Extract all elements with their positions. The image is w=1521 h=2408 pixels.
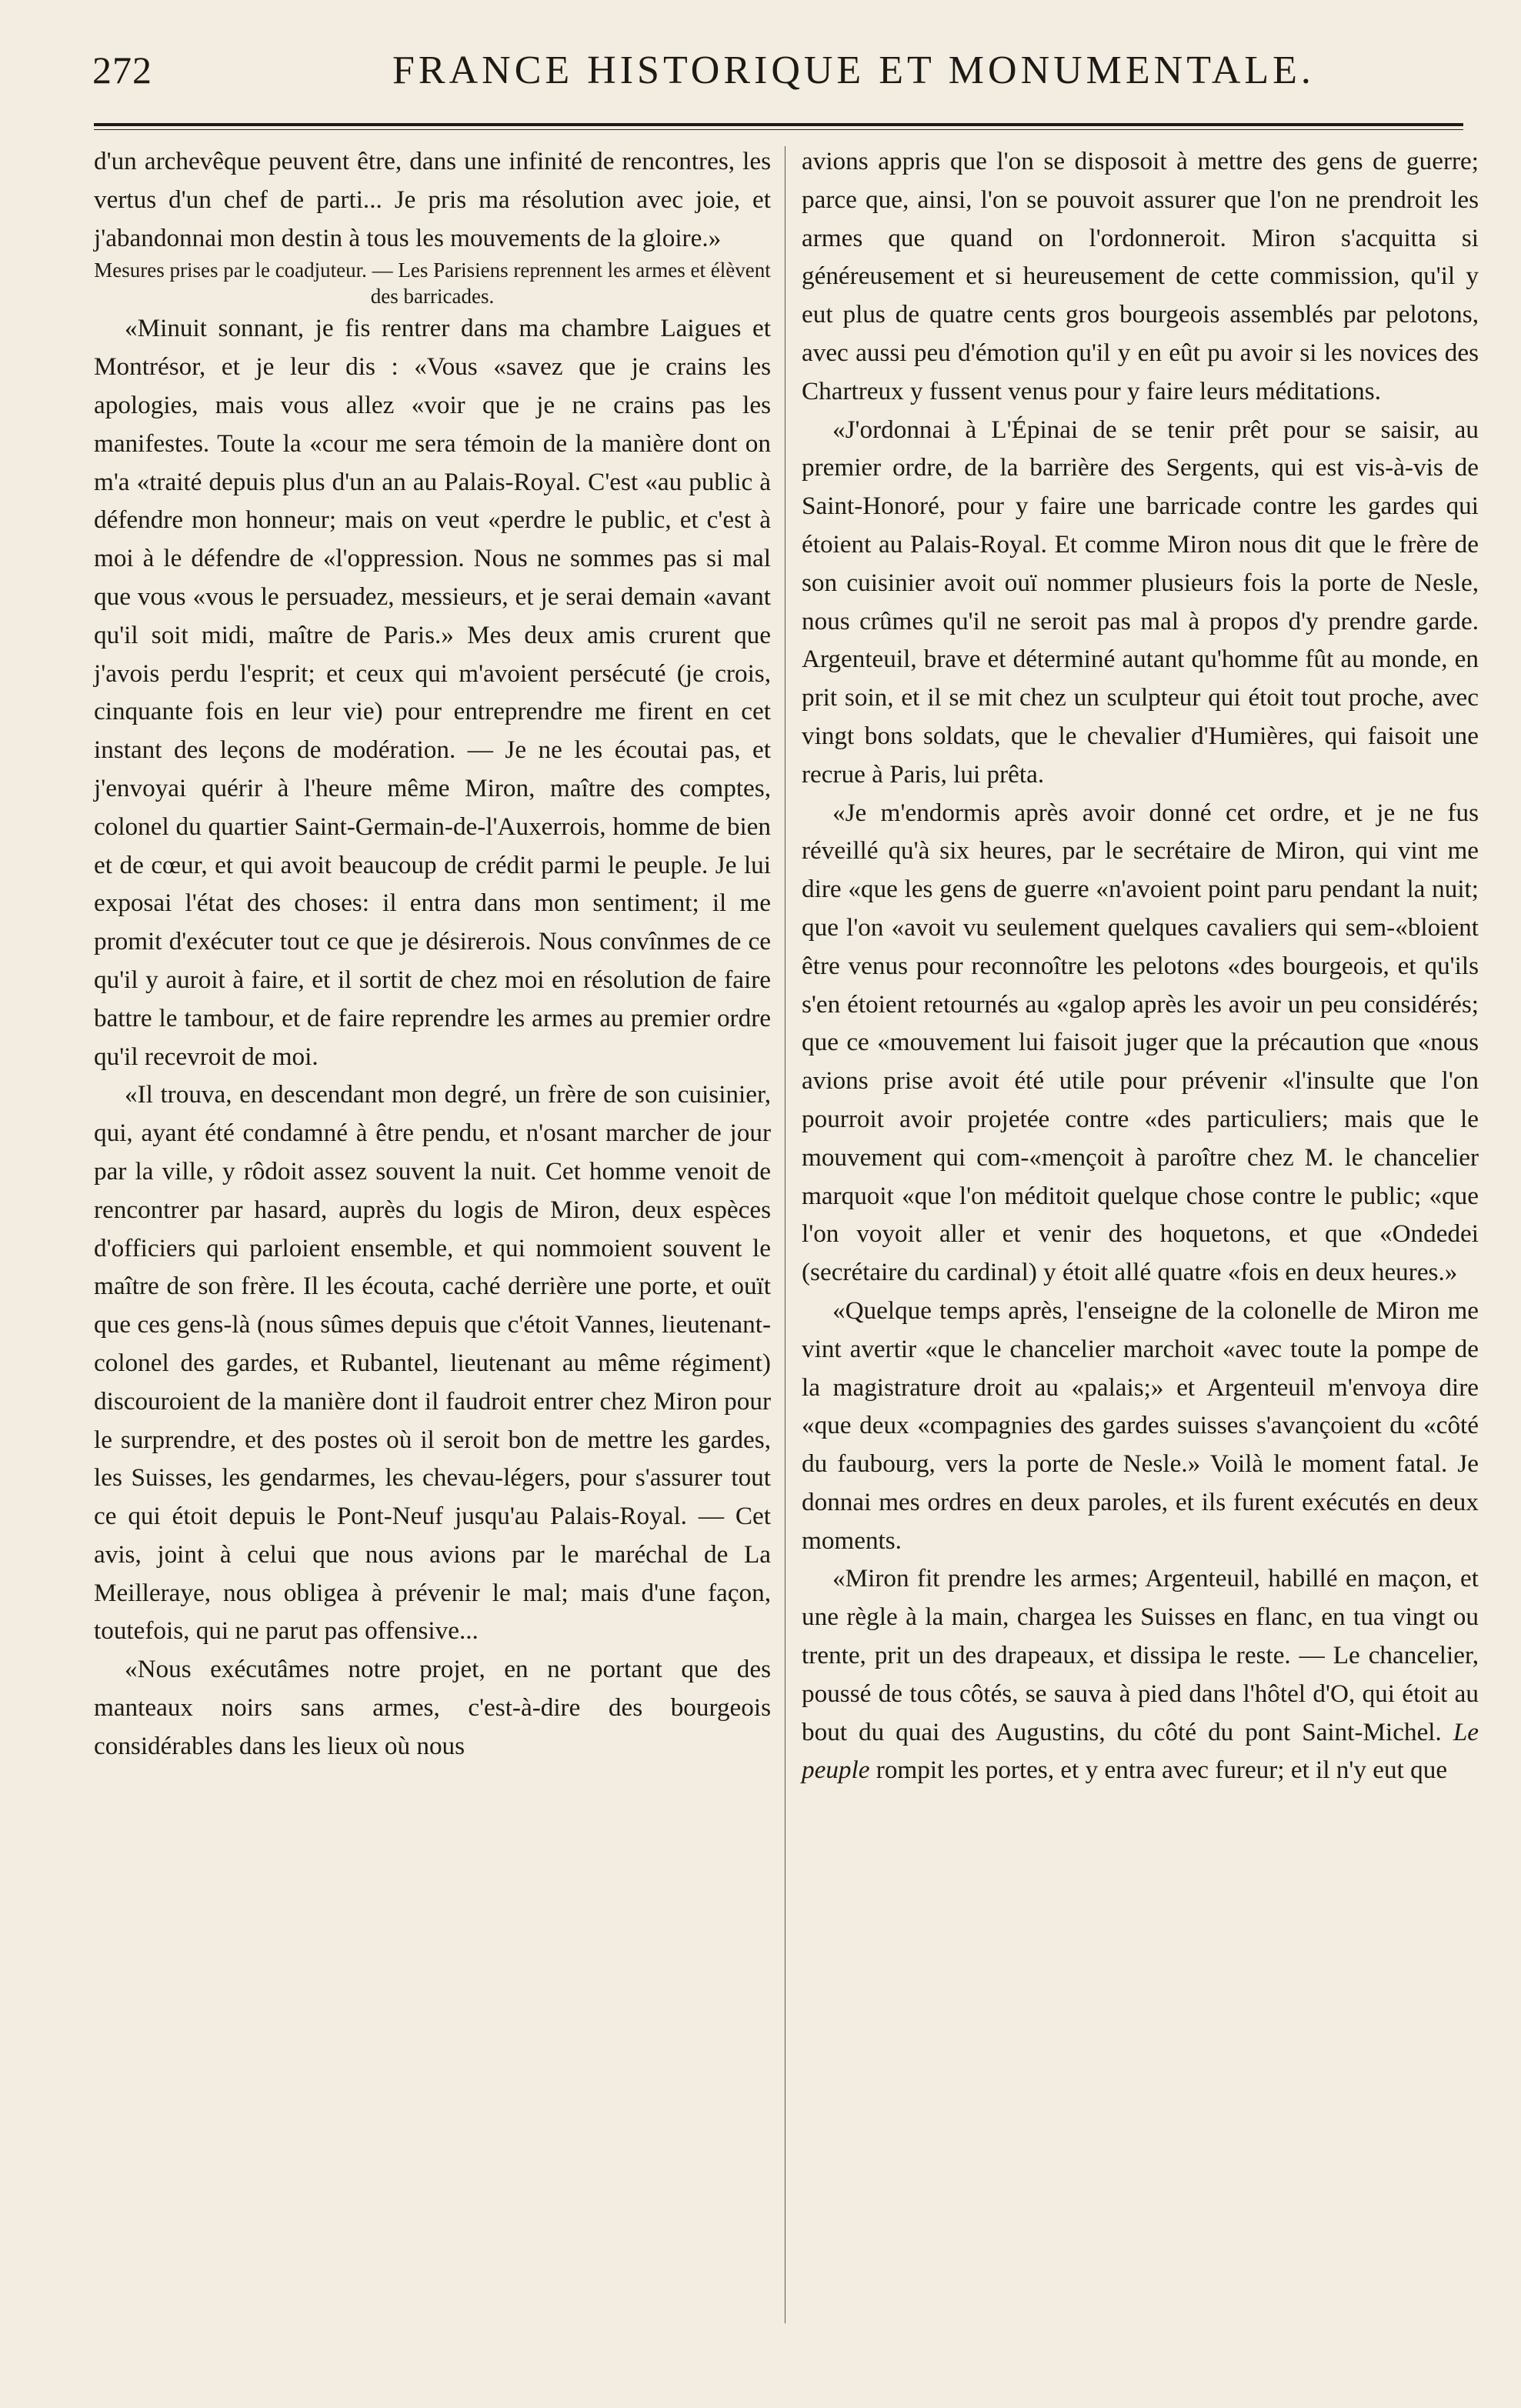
- paragraph-text: «Miron fit prendre les armes; Argenteuil, habillé en maçon, et une règle à la main, chargea les Suisses en flanc, en tua vingt ou trente, prit un des drapeaux, et dissipa le reste. — Le chancelier, poussé de tous côtés, se sauva à pied dans l'hôtel d'O, qui étoit au bout du quai des Augustins, du côté du pont Saint-Michel.: [802, 1564, 1479, 1746]
- italic-text: Le peuple: [802, 1717, 1479, 1785]
- paragraph: avions appris que l'on se disposoit à mettre des gens de guerre; parce que, ainsi, l'on se pouvoit assurer que l'on ne prendroit les armes que quand on l'ordonneroit. Miron s'acquitta si généreusement et si heureusement de cette commission, qu'il y eut plus de quatre cents gros bourgeois assemblés par pelotons, avec aussi peu d'émotion qu'il y en eût pu avoir si les novices des Chartreux y fussent venus pour y faire leurs méditations.: [802, 147, 1479, 405]
- header-rule-thin: [94, 129, 1463, 130]
- column-divider: [785, 146, 786, 2323]
- page-header: [92, 48, 1477, 102]
- paragraph: «Minuit sonnant, je fis rentrer dans ma chambre Laigues et Montrésor, et je leur dis : «Vous «savez que je crains les apologies, mais vous allez «voir que je ne crains pas les manifestes. Toute la «cour me sera témoin de la manière dont on m'a «traité depuis plus d'un an au Palais-Royal. C'est «au public à défendre mon honneur; mais on veut «perdre le public, et c'est à moi à le défendre de «l'oppression. Nous ne sommes pas si mal que vous «vous le persuadez, messieurs, et je serai demain «avant qu'il soit midi, maître de Paris.» Mes deux amis crurent que j'avois perdu l'esprit; et ceux qui m'avoient persécuté (je crois, cinquante fois en leur vie) pour entreprendre me firent en cet instant des leçons de modération. — Je ne les écoutai pas, et j'envoyai quérir à l'heure même Miron, maître des comptes, colonel du quartier Saint-Germain-de-l'Auxerrois, homme de bien et de cœur, et qui avoit beaucoup de crédit parmi le peuple. Je lui exposai l'état des choses: il entra dans mon sentiment; il me promit d'exécuter tout ce que je désirerois. Nous convînmes de ce qu'il y auroit à faire, et il sortit de chez moi en résolution de faire battre le tambour, et de faire reprendre les armes au premier ordre qu'il recevroit de moi.: [94, 314, 771, 1071]
- left-column: [94, 142, 771, 1766]
- page-number: 272: [92, 48, 152, 92]
- header-rule: [94, 123, 1463, 126]
- paragraph: «Quelque temps après, l'enseigne de la colonelle de Miron me vint avertir «que le chancelier marchoit «avec toute la pompe de la magistrature droit au «palais;» et Argenteuil m'envoya dire «que deux «compagnies des gardes suisses s'avançoient du «côté du faubourg, vers la porte de Nesle.» Voilà le moment fatal. Je donnai mes ordres en deux paroles, et ils furent exécutés en deux moments.: [802, 1296, 1479, 1555]
- sidenote: Mesures prises par le coadjuteur. — Les Parisiens reprennent les armes et élèvent des barricades.: [94, 258, 771, 309]
- paragraph: «Il trouva, en descendant mon degré, un frère de son cuisinier, qui, ayant été condamné à être pendu, et n'osant marcher de jour par la ville, y rôdoit assez souvent la nuit. Cet homme venoit de rencontrer par hasard, auprès du logis de Miron, deux espèces d'officiers qui parloient ensemble, et qui nommoient souvent le maître de son frère. Il les écouta, caché derrière une porte, et ouït que ces gens-là (nous sûmes depuis que c'étoit Vannes, lieutenant-colonel des gardes, et Rubantel, lieutenant au même régiment) discouroient de la manière dont il faudroit entrer chez Miron pour le surprendre, et des postes où il seroit bon de mettre les gardes, les Suisses, les gendarmes, les chevau-légers, pour s'assurer tout ce qui étoit depuis le Pont-Neuf jusqu'au Palais-Royal. — Cet avis, joint à celui que nous avions par le maréchal de La Meilleraye, nous obligea à prévenir le mal; mais d'une façon, toutefois, qui ne parut pas offensive...: [94, 1080, 771, 1646]
- right-column: [802, 142, 1479, 1789]
- paragraph: d'un archevêque peuvent être, dans une infinité de rencontres, les vertus d'un chef de parti... Je pris ma résolution avec joie, et j'abandonnai mon destin à tous les mouvements de la gloire.»: [94, 147, 771, 252]
- paragraph: «Nous exécutâmes notre projet, en ne portant que des manteaux noirs sans armes, c'est-à-dire des bourgeois considérables dans les lieux où nous: [94, 1655, 771, 1760]
- paragraph: «J'ordonnai à L'Épinai de se tenir prêt pour se saisir, au premier ordre, de la barrière des Sergents, qui est vis-à-vis de Saint-Honoré, pour y faire une barricade contre les gardes qui étoient au Palais-Royal. Et comme Miron nous dit que le frère de son cuisinier avoit ouï nommer plusieurs fois la porte de Nesle, nous crûmes qu'il ne seroit pas mal à propos d'y prendre garde. Argenteuil, brave et déterminé autant qu'homme fût au monde, en prit soin, et il se mit chez un sculpteur qui étoit tout proche, avec vingt bons soldats, que le chevalier d'Humières, qui faisoit une recrue à Paris, lui prêta.: [802, 415, 1479, 789]
- paragraph: [802, 1559, 1479, 1789]
- paragraph: «Je m'endormis après avoir donné cet ordre, et je ne fus réveillé qu'à six heures, par le secrétaire de Miron, qui vint me dire «que les gens de guerre «n'avoient point paru pendant la nuit; que l'on «avoit vu seulement quelques cavaliers qui sem-«bloient être venus pour reconnoître les pelotons «des bourgeois, et qu'ils s'en étoient retournés au «galop après les avoir un peu considérés; que ce «mouvement lui faisoit juger que la précaution que «nous avions prise avoit été utile pour prévenir «l'insulte que l'on pourroit avoir projetée contre «des particuliers; mais que le mouvement qui com-«mençoit à paroître chez M. le chancelier marquoit «que l'on méditoit quelque chose contre le public; «que l'on voyoit aller et venir des hoquetons, et que «Ondedei (secrétaire du cardinal) y étoit allé quatre «fois en deux heures.»: [802, 798, 1479, 1287]
- paragraph-text: rompit les portes, et y entra avec fureur; et il n'y eut que: [876, 1756, 1448, 1785]
- running-title: FRANCE HISTORIQUE ET MONUMENTALE.: [392, 48, 1315, 92]
